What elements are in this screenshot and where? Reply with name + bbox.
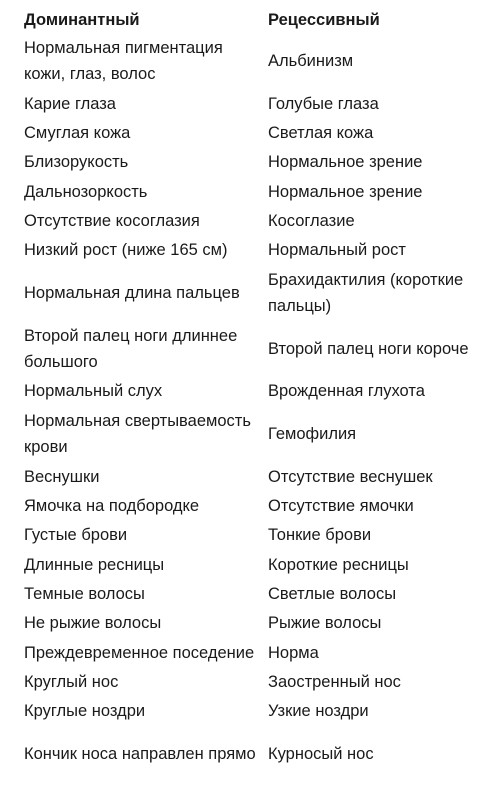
recessive-trait: Нормальное зрение bbox=[268, 182, 423, 201]
recessive-trait: Светлая кожа bbox=[268, 123, 374, 142]
dominant-trait: Нормальный слух bbox=[24, 382, 163, 401]
table-row bbox=[24, 462, 493, 491]
recessive-trait: Нормальный рост bbox=[268, 241, 406, 260]
dominant-trait: Карие глаза bbox=[24, 94, 116, 113]
table-row bbox=[24, 726, 493, 782]
recessive-trait: Врожденная глухота bbox=[268, 382, 425, 401]
dominant-trait: Густые брови bbox=[24, 526, 128, 545]
table-row bbox=[24, 235, 493, 264]
recessive-trait: Заостренный нос bbox=[268, 672, 401, 691]
recessive-trait: Голубые глаза bbox=[268, 94, 379, 113]
table-row bbox=[24, 550, 493, 579]
dominant-trait: Ямочка на подбородке bbox=[24, 497, 200, 516]
table-row bbox=[24, 609, 493, 638]
table-row bbox=[24, 321, 493, 377]
recessive-trait: Гемофилия bbox=[268, 425, 357, 444]
dominant-trait: Темные волосы bbox=[24, 584, 145, 603]
table-row bbox=[24, 521, 493, 550]
table-row bbox=[24, 89, 493, 118]
header-recessive: Рецессивный bbox=[268, 11, 380, 29]
table-row bbox=[24, 33, 493, 89]
dominant-trait: Не рыжие волосы bbox=[24, 614, 162, 633]
dominant-trait: Смуглая кожа bbox=[24, 123, 131, 142]
recessive-trait: Брахидактилия (короткие пальцы) bbox=[268, 270, 464, 315]
table-row bbox=[24, 406, 493, 462]
dominant-trait: Нормальная свертываемость крови bbox=[24, 412, 251, 457]
dominant-trait: Нормальная длина пальцев bbox=[24, 283, 240, 302]
recessive-trait: Короткие ресницы bbox=[268, 555, 409, 574]
table-row bbox=[24, 638, 493, 667]
table-row bbox=[24, 177, 493, 206]
table-row bbox=[24, 265, 493, 321]
table-row bbox=[24, 696, 493, 725]
recessive-trait: Второй палец ноги короче bbox=[268, 339, 469, 358]
recessive-trait: Рыжие волосы bbox=[268, 614, 382, 633]
recessive-trait: Светлые волосы bbox=[268, 584, 397, 603]
dominant-trait: Близорукость bbox=[24, 153, 129, 172]
table-row bbox=[24, 206, 493, 235]
table-row bbox=[24, 667, 493, 696]
dominant-trait: Длинные ресницы bbox=[24, 555, 165, 574]
recessive-trait: Отсутствие веснушек bbox=[268, 467, 433, 486]
dominant-trait: Круглый нос bbox=[24, 672, 119, 691]
recessive-trait: Альбинизм bbox=[268, 52, 354, 70]
dominant-trait: Низкий рост (ниже 165 см) bbox=[24, 241, 228, 260]
recessive-trait: Норма bbox=[268, 643, 319, 662]
recessive-trait: Отсутствие ямочки bbox=[268, 497, 414, 516]
dominant-trait: Отсутствие косоглазия bbox=[24, 211, 200, 230]
table-row bbox=[24, 377, 493, 406]
dominant-trait: Веснушки bbox=[24, 467, 100, 486]
recessive-trait: Нормальное зрение bbox=[268, 153, 423, 172]
dominant-trait: Круглые ноздри bbox=[24, 702, 146, 721]
table-header bbox=[24, 7, 493, 33]
dominant-trait: Кончик носа направлен прямо bbox=[24, 744, 256, 763]
recessive-trait: Узкие ноздри bbox=[268, 702, 369, 721]
table-row bbox=[24, 491, 493, 520]
dominant-trait: Преждевременное поседение bbox=[24, 643, 255, 662]
table-row bbox=[24, 148, 493, 177]
dominant-trait: Нормальная пигментация кожи, глаз, волос bbox=[24, 39, 223, 83]
recessive-trait: Тонкие брови bbox=[268, 526, 372, 545]
recessive-trait: Косоглазие bbox=[268, 211, 355, 230]
dominant-trait: Дальнозоркость bbox=[24, 182, 148, 201]
dominant-trait: Второй палец ноги длиннее большого bbox=[24, 326, 238, 371]
table-row bbox=[24, 118, 493, 147]
table-row bbox=[24, 579, 493, 608]
header-dominant: Доминантный bbox=[24, 11, 140, 29]
recessive-trait: Курносый нос bbox=[268, 744, 374, 763]
